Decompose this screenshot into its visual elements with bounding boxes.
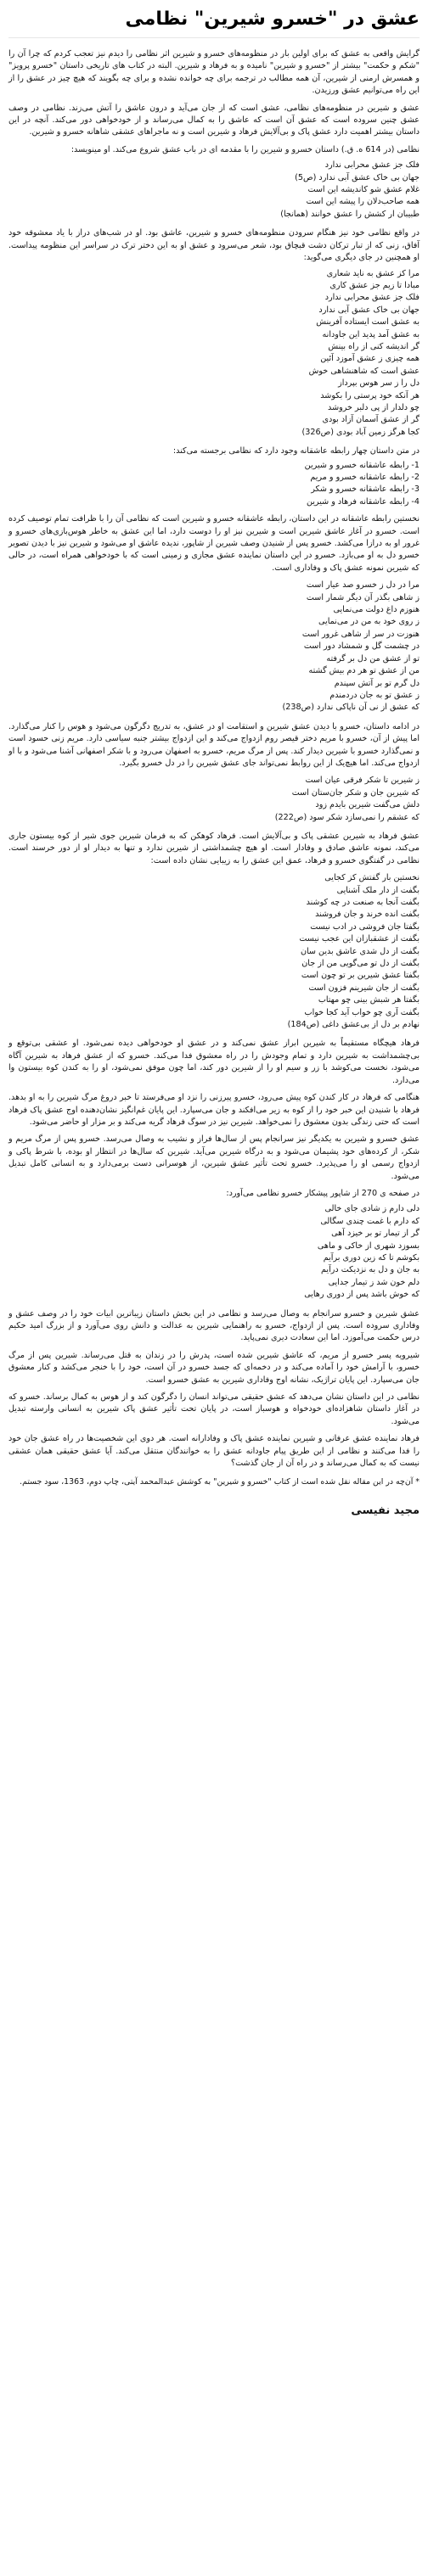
verse-line: چو دلدار از پی دلبر خروشد	[328, 402, 420, 412]
verse-line: بکوشم تا که زین دوری برآیم	[323, 1252, 420, 1263]
verse-line: که خوش باشد پس از دوری رهایی	[304, 1290, 420, 1300]
verse-line: بگفت از دل تو می‌گویی من از جان	[301, 959, 420, 969]
verse-line: تو از عشق من دل بر گرفته	[326, 653, 420, 664]
verse-line: دلی دارم ز شادی جای خالی	[324, 1204, 420, 1214]
paragraph-2: در واقع نظامی خود نیز هنگام سرودن منظومه‌های خسرو و شیرین، عاشق بود. او در شب‌های دراز با یاد معشوقه خود آفاق، زنی که از تبار ترکان دشت قبچاق بود، شعر می‌سرود و عشق او به این دختر ترک در سراسر این منظومه پیداست. او همچنین در جای دیگری می‌گوید:	[8, 228, 420, 263]
verse-line: مبادا تا زیم جز عشق کاری	[329, 280, 420, 290]
verse-line: دلم خون شد ز تیمار جدایی	[328, 1277, 420, 1287]
verse-line: به عشق است ایستاده آفرینش	[316, 317, 420, 328]
verse-block-6	[8, 1203, 420, 1301]
paragraph-10: در صفحه ی 270 از شاپور پیشکار خسرو نظامی می‌آورد:	[226, 1188, 420, 1198]
article-body	[8, 48, 420, 1519]
verse-line: بگفت از دار ملک آشنایی	[336, 885, 420, 895]
verse-line: بسوزد شهری از خاکی و ماهی	[317, 1240, 420, 1251]
verse-line: فلک جز عشق محرابی ندارد	[324, 160, 420, 171]
verse-line: گر از عشق آسمان آزاد بودی	[322, 415, 420, 425]
paragraph-9: عشق خسرو و شیرین به یکدیگر نیز سرانجام پس از سال‌ها فراز و نشیب به وصال می‌رسد. خسرو پس از مرگ مریم و شکر، از کرده‌های خود پشیمان می‌شود و به درگاه شیرین می‌آید. شیرین که سال‌ها در انتظار او بوده، با شرط پاکی و ازدواج رسمی او را می‌پذیرد. خسرو تحت تأثیر عشق شیرین، از هوسرانی دست برمی‌دارد و به انسانی کامل تبدیل می‌شود.	[8, 1134, 420, 1181]
verse-line: فلک جز عشق محرابی ندارد	[324, 293, 420, 303]
paragraph-11: عشق شیرین و خسرو سرانجام به وصال می‌رسد و نظامی در این بخش داستان زیباترین ابیات خود را در وصف عشق و وفاداری سروده است. پس از ازدواج، خسرو به راهنمایی شیرین به عدالت و دانش روی می‌آورد و از بزرگ امید حکیم درس حکمت می‌آموزد. اما این سعادت دیری نمی‌پاید.	[8, 1308, 420, 1343]
list-item: 3- رابطه عاشقانه خسرو و شکر	[311, 484, 420, 495]
footnote: * آن‌چه در این مقاله نقل شده است از کتاب "خسرو و شیرین" به کوشش عبدالمحمد آیتی، چاپ دوم، 1363، سود جستم.	[20, 1477, 420, 1487]
verse-line: ز شیرین تا شکر فرقی عیان است	[305, 776, 420, 786]
verse-line: بگفتا هر شبش بینی چو مهتاب	[318, 995, 420, 1005]
verse-line: بگفت از عشقبازان این عجب نیست	[299, 934, 420, 944]
verse-line: که دارم با غمت چندی سگالی	[320, 1216, 420, 1226]
paragraph-14: فرهاد نماینده عشق عرفانی و شیرین نماینده عشق پاک و وفادارانه است. هر دوی این شخصیت‌ها در راه عشق جان خود را فدا می‌کنند و نظامی از این طریق پیام جاودانه عشق را به خوانندگان منتقل می‌کند. آیا عشق حقیقی همان عشقی نیست که به کمال می‌رساند و در راه آن از جان گذشت؟	[8, 1434, 420, 1469]
verse-line: طبیبان ار کشش را عشق خوانند (همانجا)	[280, 209, 420, 219]
intro-paragraph-2: عشق و شیرین در منظومه‌های نظامی، عشق است که از جان می‌آید و درون عاشق را آتش می‌زند. نظامی در وصف عشق چنین سروده است که عشق آن است که عاشق را به کمال می‌رساند و از خودخواهی دور می‌کند. آنچه در این داستان بیشتر اهمیت دارد عشق پاک و بی‌آلایش فرهاد و شیرین است و نه ماجراهای عشقی شاهانه خسرو و شیرین.	[8, 103, 420, 137]
intro-paragraph-1: گرایش واقعی به عشق که برای اولین بار در منظومه‌های خسرو و شیرین اثر نظامی را دیدم نیز تعجب کردم که چرا آن را "شکم و حکمت" بیشتر از "خسرو و شیرین" نامیده و به فرهاد و شیرین. البته در کتاب های تاریخی داستان "خسرو پرویز" و همسرش ارمنی از شیرین، آن همه مطالب در ترجمه برای چه خوانده نشده و برای چه بگویند که هیچ چیز در عشق را از این راه می‌توانیم عشق ورزیدن.	[8, 49, 420, 96]
verse-line: بگفت از دل شدی عاشق بدین سان	[300, 946, 420, 956]
paragraph-8: هنگامی که فرهاد در کار کندن کوه پیش می‌رود، خسرو پیرزنی را نزد او می‌فرستد تا خبر دروغ مرگ شیرین را به او بدهد. فرهاد با شنیدن این خبر خود را از کوه به زیر می‌افکند و جان می‌سپارد. این پایان غم‌انگیز نشان‌دهنده اوج عشق پاک فرهاد است که حتی زندگی بدون معشوق را نمی‌خواهد. شیرین نیز در سوگ فرهاد گریه می‌کند و بر مزار او حاضر می‌شود.	[8, 1093, 420, 1127]
paragraph-4: نخستین رابطه عاشقانه در این داستان، رابطه عاشقانه خسرو و شیرین است که نظامی آن را با ظرافت تمام توصیف کرده است. خسرو در آغاز عاشق شیرین است و شیرین نیز او را دوست دارد، اما این عشق به خاطر هوس‌بازی‌های خسرو و غرور او به درازا می‌کشد. خسرو پس از شنیدن وصف شیرین از شاپور، ندیده عاشق او می‌شود و شیرین نیز با دیدن تصویر خسرو دل به او می‌بازد. خسرو در این داستان نماینده عشق مجازی و زمینی است که با خودخواهی همراه است، در حالی که شیرین نمونه عشق پاک و وفاداری است.	[8, 514, 420, 573]
verse-line: ز عشق تو به جان دردمندم	[329, 690, 420, 700]
paragraph-13: نظامی در این داستان نشان می‌دهد که عشق حقیقی می‌تواند انسان را دگرگون کند و از هوس به کمال برساند. خسرو که در آغاز داستان شاهزاده‌ای خودخواه و هوسباز است، در پایان تحت تأثیر عشق پاک شیرین به انسانی وارسته تبدیل می‌شود.	[8, 1392, 420, 1426]
verse-line: جهان بی خاک عشق آبی ندارد	[318, 305, 420, 315]
verse-line: همه چیزی ز عشق آموزد آئین	[320, 354, 420, 364]
verse-line: همه صاحب‌دلان را پیشه این است	[306, 197, 420, 207]
verse-line: بگفتا جان فروشی در ادب نیست	[310, 921, 420, 932]
verse-line: جهان بی خاک عشق آبی ندارد (ص5)	[295, 172, 420, 182]
verse-line: دل را ز سر هوس بپرداز	[338, 378, 420, 389]
verse-line: بگفتا عشق شیرین بر تو چون است	[301, 971, 420, 981]
author-name: مجید نفیسی	[351, 1504, 420, 1518]
verse-line: غلام عشق شو کاندیشه این است	[307, 185, 420, 195]
verse-line: گر از تیمار تو بر خیزد آهی	[331, 1229, 420, 1239]
verse-block-1	[8, 160, 420, 221]
verse-block-5	[8, 872, 420, 1031]
verse-line: مرا کز عشق به ناید شعاری	[326, 268, 420, 278]
verse-line: نهادم بر دل از بی‌عشق داغی (ص184)	[287, 1020, 420, 1030]
verse-line: عشق است که شاهنشاهی خوش	[308, 366, 420, 376]
verse-line: ز شاهی بگذر آن دیگر شمار است	[306, 592, 420, 602]
verse-block-3	[8, 580, 420, 714]
verse-line: دل گرم تو بر آتش سپندم	[334, 678, 420, 688]
paragraph-12: شیرویه پسر خسرو از مریم، که عاشق شیرین شده است، پدرش را در زندان به قتل می‌رساند. شیرین پس از مرگ خسرو، با آرامش خود را آماده می‌کند و در دخمه‌ای که جسد خسرو در آن است، خود را با خنجر می‌کشد و کنار معشوق جان می‌سپارد. این پایان تراژیک، نشانه اوج وفاداری شیرین به عشق خسرو است.	[8, 1350, 420, 1385]
verse-line: مرا در دل ز خسرو صد عیار است	[306, 580, 420, 591]
verse-line: بگفت آنجا به صنعت در چه کوشند	[306, 898, 420, 907]
verse-line: به عشق آمد پدید این جاودانه	[322, 329, 420, 339]
paragraph-6: عشق فرهاد به شیرین عشقی پاک و بی‌آلایش است. فرهاد کوهکن که به فرمان شیرین جوی شیر از کوه بیستون جاری می‌کند، نمونه عاشق صادق و وفادار است. او هیچ چشمداشتی از شیرین ندارد و تنها به دیدار او از دور خرسند است. نظامی در گفتگوی خسرو و فرهاد، عمق این عشق را به زیبایی نشان داده است:	[8, 831, 420, 865]
list-item: 4- رابطه عاشقانه فرهاد و شیرین	[306, 496, 420, 507]
verse-block-2	[8, 268, 420, 440]
verse-line: هر آنکه خود پرستی را بکوشد	[320, 390, 420, 400]
verse-line: که شیرین جان و شکر جان‌ستان است	[291, 787, 420, 798]
verse-line: که عشق از نی آن ناپاکی ندارد (ص238)	[282, 703, 420, 713]
verse-line: من از عشق تو هر دم بیش گشته	[308, 666, 420, 676]
verse-line: کجا هرگز زمین آباد بودی (ص326)	[301, 427, 420, 437]
paragraph-3: در متن داستان چهار رابطه عاشقانه وجود دارد که نظامی برجسته می‌کند:	[172, 446, 420, 456]
article-title: عشق در "خسرو شیرین" نظامی	[8, 7, 420, 38]
verse-line: ز روی خود به من در می‌نمایی	[318, 617, 420, 627]
paragraph-7: فرهاد هیچگاه مستقیماً به شیرین ابراز عشق نمی‌کند و در عشق او خودخواهی دیده نمی‌شود. او عشقی بی‌توقع و بی‌چشمداشت به شیرین دارد و تمام وجودش را در راه معشوق فدا می‌کند. خسرو که از عشق فرهاد به شیرین آگاه می‌شود، نخست می‌کوشد با زر و سیم او را از شیرین دور کند، اما چون موفق نمی‌شود، او را به کندن کوه بیستون وا می‌دارد.	[8, 1039, 420, 1085]
verse-block-4	[8, 775, 420, 824]
verse-line: گر اندیشه کنی از راه بینش	[328, 341, 420, 351]
verse-line: که عشقم را نمی‌سازد شکر سود (ص222)	[274, 812, 420, 822]
verse-line: در چشمت گل و شمشاد دور است	[303, 641, 420, 652]
verse-line: دلش می‌گفت شیرین بایدم زود	[315, 800, 420, 810]
list-item: 2- رابطه عاشقانه خسرو و مریم	[310, 473, 420, 482]
relationship-list	[8, 460, 420, 509]
verse-line: نخستین بار گفتش کز کجایی	[324, 873, 420, 883]
verse-line: هنوزم داغ دولت می‌نمایی	[333, 605, 420, 615]
verse-line: هنوزت در سر از شاهی غرور است	[301, 629, 420, 639]
list-item: 1- رابطه عاشقانه خسرو و شیرین	[304, 460, 420, 470]
verse-line: به جان و دل به نزدیکت درآیم	[321, 1265, 420, 1275]
verse-line: بگفت آری چو خواب آید کجا خواب	[304, 1007, 420, 1017]
verse-line: بگفت از جان شیرینم فزون است	[308, 983, 420, 993]
verse-line: بگفت انده خرند و جان فروشند	[315, 910, 420, 920]
paragraph-5: در ادامه داستان، خسرو با دیدن عشق شیرین و استقامت او در عشق، به تدریج دگرگون می‌شود و هوس را کنار می‌گذارد. اما پیش از آن، خسرو با مریم دختر قیصر روم ازدواج می‌کند و این ازدواج بیشتر جنبه سیاسی دارد. مریم زنی حسود است و نمی‌گذارد خسرو با شیرین دیدار کند. پس از مرگ مریم، خسرو به اصفهان می‌رود و با شکر اصفهانی آشنا می‌شود و با او ازدواج می‌کند. اما هیچ‌یک از این روابط نمی‌تواند جای عشق شیرین را در دل خسرو بگیرد.	[8, 721, 420, 768]
intro-paragraph-3: نظامی (در 614 ه. ق.) داستان خسرو و شیرین را با مقدمه ای در باب عشق شروع می‌کند. او مینویسد:	[70, 144, 420, 154]
